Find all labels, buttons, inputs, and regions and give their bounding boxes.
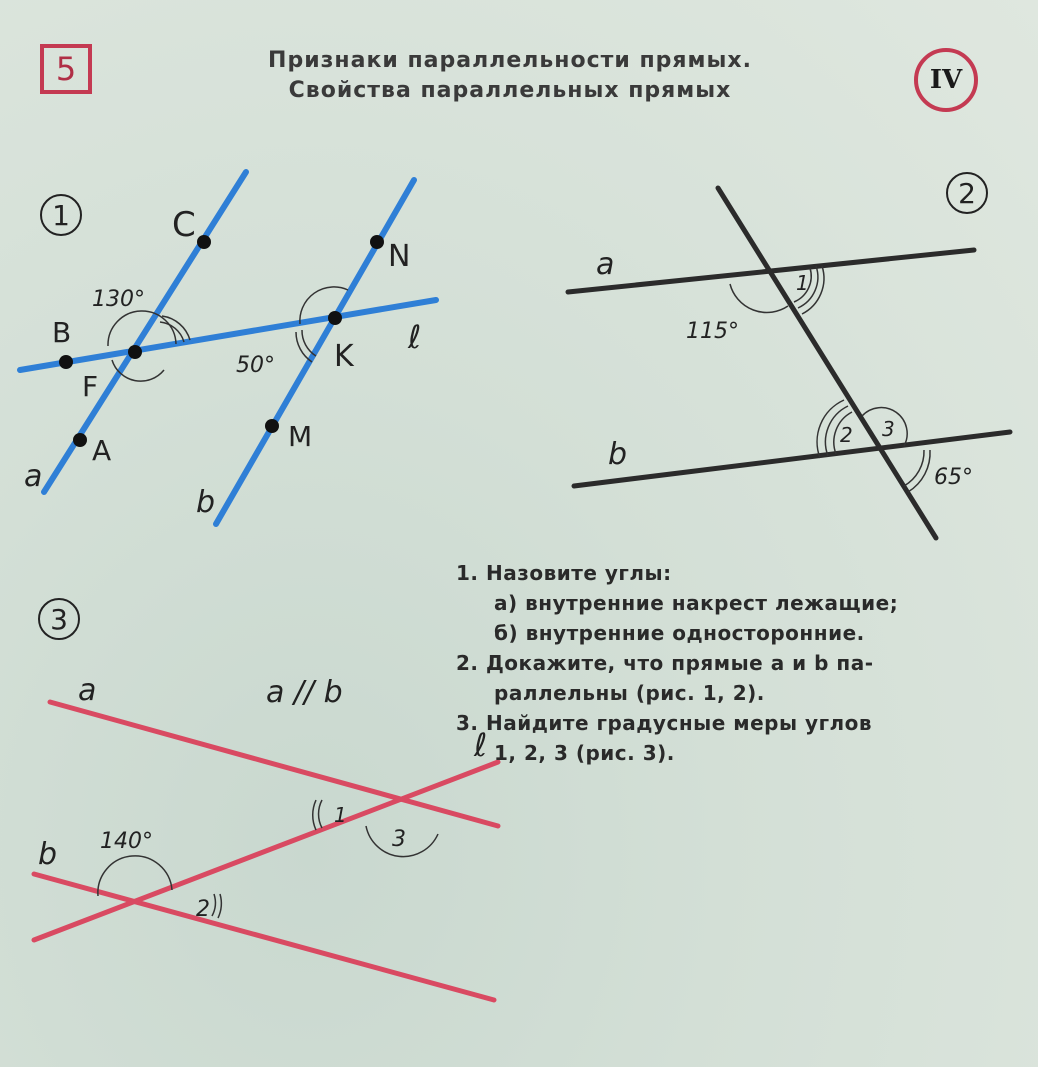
label-angle-115: 115° <box>686 319 739 344</box>
title-line-2: Свойства параллельных прямых <box>288 78 732 103</box>
label-line-l: ℓ <box>474 726 488 764</box>
label-f: F <box>82 370 99 403</box>
angle-2-arc-1 <box>212 894 215 916</box>
label-angle-50: 50° <box>236 353 275 378</box>
angle-1-arc-1 <box>319 800 322 828</box>
question-3-line-1: 3. Найдите градусные меры углов <box>456 711 873 735</box>
label-line-b: b <box>196 485 216 520</box>
label-line-b: b <box>38 837 58 872</box>
label-m: M <box>288 420 313 453</box>
label-angle-1: 1 <box>796 271 809 295</box>
label-angle-65: 65° <box>934 465 973 490</box>
label-angle-2: 2 <box>840 423 853 447</box>
angle-2-arc-2 <box>218 894 221 918</box>
label-line-a: a <box>596 247 615 282</box>
figure-3-number-text: 3 <box>50 602 68 636</box>
question-2-line-1: 2. Докажите, что прямые a и b па- <box>456 651 874 675</box>
label-angle-130: 130° <box>92 287 145 312</box>
label-angle-3: 3 <box>392 827 406 852</box>
title-line-1: Признаки параллельности прямых. <box>268 48 752 73</box>
label-angle-3: 3 <box>882 417 895 441</box>
question-1b: б) внутренние односторонние. <box>494 621 865 645</box>
section-number: IV <box>929 65 963 95</box>
question-1: 1. Назовите углы: <box>456 561 672 585</box>
label-line-a: a <box>78 673 97 708</box>
card-number: 5 <box>55 50 77 88</box>
label-line-l: ℓ <box>408 318 422 356</box>
question-1a: а) внутренние накрест лежащие; <box>494 591 899 615</box>
label-parallel: a // b <box>266 675 343 710</box>
label-b: B <box>52 316 72 349</box>
question-2-line-2: раллельны (рис. 1, 2). <box>494 681 765 705</box>
label-c: C <box>172 205 196 245</box>
question-3-line-2: 1, 2, 3 (рис. 3). <box>494 741 675 765</box>
label-a-point: A <box>92 434 112 467</box>
label-line-a: a <box>24 459 43 494</box>
figure-1-number-text: 1 <box>52 198 70 232</box>
label-angle-140: 140° <box>100 829 153 854</box>
figure-2-number-text: 2 <box>958 176 976 210</box>
line-b <box>34 874 494 1000</box>
label-line-b: b <box>608 437 628 472</box>
label-k: K <box>334 339 354 374</box>
label-angle-2: 2 <box>196 897 210 922</box>
label-angle-1: 1 <box>334 803 347 827</box>
angle-1-arc-2 <box>313 800 316 830</box>
questions-block <box>456 558 946 768</box>
line-a <box>50 702 498 826</box>
label-n: N <box>388 239 411 274</box>
